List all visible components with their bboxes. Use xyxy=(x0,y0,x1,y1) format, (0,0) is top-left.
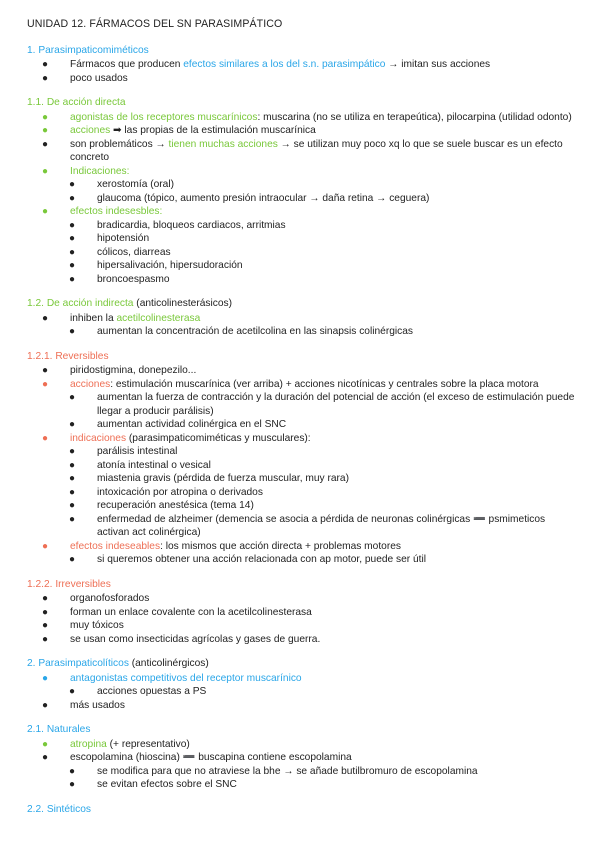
list-item: ● piridostigmina, donepezilo... xyxy=(42,365,197,376)
list-item: ● atropina (+ representativo) xyxy=(42,738,190,750)
list-subitem: ● aumentan la fuerza de contracción y la duración del potencial de acción (el exceso de estimulación puede llegar a producir parálisis) xyxy=(69,392,575,417)
section-heading-sinteticos: 2.2. Sintéticos xyxy=(27,803,91,815)
list-subitem: ● xerostomía (oral) xyxy=(69,179,174,190)
list-subitem: ● hipersalivación, hipersudoración xyxy=(69,260,243,271)
list-item: ● muy tóxicos xyxy=(42,620,124,631)
bullet-icon: ● xyxy=(69,779,76,790)
list-subitem: ● cólicos, diarreas xyxy=(69,246,171,258)
bullet-icon: ● xyxy=(69,554,76,565)
section-heading-parasimpaticomimeticos: 1. Parasimpaticomiméticos xyxy=(27,44,149,56)
list-subitem: ● broncoespasmo xyxy=(69,273,170,285)
bullet-icon: ● xyxy=(69,219,76,231)
bullet-icon: ● xyxy=(69,765,76,777)
list-item: ● se usan como insecticidas agrícolas y gases de guerra. xyxy=(42,633,321,645)
list-item: ● indicaciones (parasimpaticomiméticas y musculares): xyxy=(42,432,311,444)
section-list xyxy=(27,672,577,713)
list-subitem: ● aumentan actividad colinérgica en el SNC xyxy=(69,419,287,430)
bullet-icon: ● xyxy=(42,620,49,631)
list-subitem: ● si queremos obtener una acción relacionada con ap motor, puede ser útil xyxy=(69,554,427,565)
bullet-icon: ● xyxy=(69,273,76,285)
bullet-icon: ● xyxy=(42,432,49,444)
bullet-icon: ● xyxy=(69,686,76,697)
document-title: UNIDAD 12. FÁRMACOS DEL SN PARASIMPÁTICO xyxy=(27,18,283,30)
bullet-icon: ● xyxy=(42,738,49,750)
bullet-icon: ● xyxy=(42,540,49,552)
list-subitem: ● glaucoma (tópico, aumento presión intraocular → daña retina → ceguera) xyxy=(69,192,430,204)
bullet-icon: ● xyxy=(42,59,49,70)
bullet-icon: ● xyxy=(42,125,49,136)
bullet-icon: ● xyxy=(42,165,49,177)
section-heading-irreversibles: 1.2.2. Irreversibles xyxy=(27,578,111,590)
bullet-icon: ● xyxy=(69,246,76,258)
bullet-icon: ● xyxy=(69,392,76,403)
bullet-icon: ● xyxy=(69,419,76,430)
section-heading-naturales: 2.1. Naturales xyxy=(27,724,91,735)
list-subitem: ● aumentan la concentración de acetilcolina en las sinapsis colinérgicas xyxy=(69,326,413,337)
bullet-icon: ● xyxy=(42,752,49,763)
bullet-icon: ● xyxy=(42,378,49,390)
bullet-icon: ● xyxy=(69,500,76,511)
list-item: ● efectos indeseables: los mismos que acción directa + problemas motores xyxy=(42,540,401,552)
bullet-icon: ● xyxy=(69,326,76,337)
section-heading-accion-indirecta: 1.2. De acción indirecta (anticolinesterásicos) xyxy=(27,298,232,309)
bullet-icon: ● xyxy=(69,486,76,498)
section-list xyxy=(27,592,577,646)
list-subitem: ● hipotensión xyxy=(69,233,150,244)
section-list xyxy=(27,364,577,567)
list-subitem: ● enfermedad de alzheimer (demencia se asocia a pérdida de neuronas colinérgicas ➖ psmimeticos activan act colinérgica) xyxy=(69,513,546,538)
list-item: ● inhiben la acetilcolinesterasa xyxy=(42,312,201,324)
bullet-icon: ● xyxy=(42,365,49,376)
section-list xyxy=(27,738,577,792)
list-item: ● antagonistas competitivos del receptor muscarínico xyxy=(42,672,302,684)
bullet-icon: ● xyxy=(42,672,49,684)
list-item: ● acciones ➡ las propias de la estimulación muscarínica xyxy=(42,125,316,136)
list-item: ● agonistas de los receptores muscarínicos: muscarina (no se utiliza en terapeútica), pilocarpina (utilidad odonto) xyxy=(42,111,572,123)
list-subitem: ● recuperación anestésica (tema 14) xyxy=(69,500,254,511)
bullet-icon: ● xyxy=(42,699,49,711)
bullet-icon: ● xyxy=(69,233,76,244)
list-subitem: ● intoxicación por atropina o derivados xyxy=(69,486,263,498)
bullet-icon: ● xyxy=(69,179,76,190)
bullet-icon: ● xyxy=(42,633,49,645)
bullet-icon: ● xyxy=(69,446,76,457)
bullet-icon: ● xyxy=(69,459,76,471)
list-item: ● son problemáticos → tienen muchas acciones → se utilizan muy poco xq lo que se suele buscar es un efecto concreto xyxy=(42,138,563,163)
section-heading-accion-directa: 1.1. De acción directa xyxy=(27,97,126,108)
section-list xyxy=(27,111,577,287)
list-item: ● Indicaciones: xyxy=(42,165,130,177)
list-item: ● poco usados xyxy=(42,72,128,84)
bullet-icon: ● xyxy=(69,473,76,484)
bullet-icon: ● xyxy=(42,206,49,217)
list-subitem: ● se evitan efectos sobre el SNC xyxy=(69,779,237,790)
list-subitem: ● se modifica para que no atraviese la bhe → se añade butilbromuro de escopolamina xyxy=(69,765,478,777)
bullet-icon: ● xyxy=(42,138,49,150)
list-item: ● efectos indesesbles: xyxy=(42,206,163,217)
list-item: ● más usados xyxy=(42,699,125,711)
bullet-icon: ● xyxy=(69,260,76,271)
bullet-icon: ● xyxy=(42,606,49,618)
bullet-icon: ● xyxy=(69,513,76,525)
list-subitem: ● acciones opuestas a PS xyxy=(69,686,207,697)
section-heading-reversibles: 1.2.1. Reversibles xyxy=(27,350,109,362)
section-list xyxy=(27,312,577,339)
list-subitem: ● miastenia gravis (pérdida de fuerza muscular, muy rara) xyxy=(69,473,349,484)
section-list xyxy=(27,58,577,85)
list-subitem: ● parálisis intestinal xyxy=(69,446,178,457)
section-heading-parasimpaticoliticos: 2. Parasimpaticolíticos (anticolinérgicos) xyxy=(27,658,209,669)
bullet-icon: ● xyxy=(42,312,49,324)
list-subitem: ● bradicardia, bloqueos cardiacos, arritmias xyxy=(69,219,286,231)
list-item: ● escopolamina (hioscina) ➖ buscapina contiene escopolamina xyxy=(42,752,352,763)
list-item: ● acciones: estimulación muscarínica (ver arriba) + acciones nicotínicas y centrales sobre la placa motora xyxy=(42,378,539,390)
list-item: ● forman un enlace covalente con la acetilcolinesterasa xyxy=(42,606,312,618)
bullet-icon: ● xyxy=(42,593,49,604)
list-item: ● organofosforados xyxy=(42,593,150,604)
bullet-icon: ● xyxy=(42,72,49,84)
bullet-icon: ● xyxy=(69,192,76,204)
list-subitem: ● atonía intestinal o vesical xyxy=(69,459,211,471)
bullet-icon: ● xyxy=(42,111,49,123)
list-item: ● Fármacos que producen efectos similares a los del s.n. parasimpático → imitan sus acciones xyxy=(42,59,491,70)
